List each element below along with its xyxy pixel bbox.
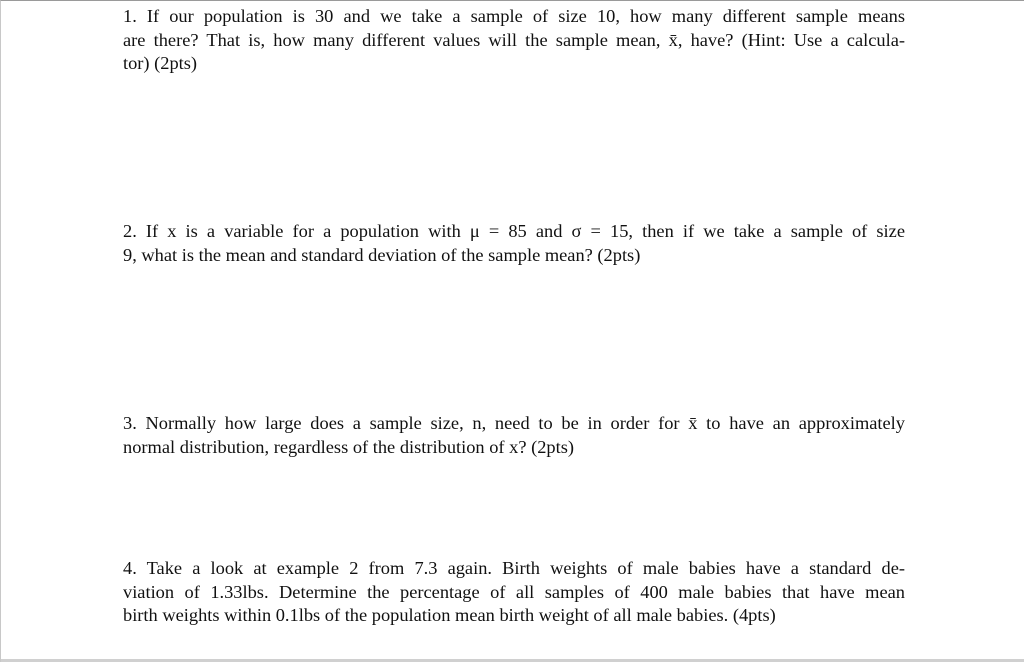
- question-2: [123, 220, 905, 267]
- question-3-line-2: normal distribution, regardless of the distribution of x? (2pts): [123, 436, 575, 457]
- question-1-line-1: 1. If our population is 30 and we take a sample of size 10, how many different sample means: [123, 6, 905, 26]
- question-1: [123, 5, 905, 76]
- question-4-line-3: birth weights within 0.1lbs of the population mean birth weight of all male babies. (4pts): [123, 605, 776, 625]
- question-4: [123, 557, 905, 628]
- question-2-line-2: 9, what is the mean and standard deviation of the sample mean? (2pts): [123, 244, 641, 265]
- question-3: [123, 412, 905, 459]
- question-4-line-1: 4. Take a look at example 2 from 7.3 again. Birth weights of male babies have a standard de-: [123, 558, 905, 578]
- question-1-line-3: tor) (2pts): [123, 53, 198, 73]
- question-4-line-2: viation of 1.33lbs. Determine the percentage of all samples of 400 male babies that have mean: [123, 581, 905, 602]
- question-3-line-1: 3. Normally how large does a sample size, n, need to be in order for x̄ to have an approximately: [123, 413, 905, 433]
- question-1-line-2: are there? That is, how many different values will the sample mean, x̄, have? (Hint: Use a calcula-: [123, 29, 905, 50]
- question-2-line-1: 2. If x is a variable for a population with μ = 85 and σ = 15, then if we take a sample of size: [123, 221, 905, 241]
